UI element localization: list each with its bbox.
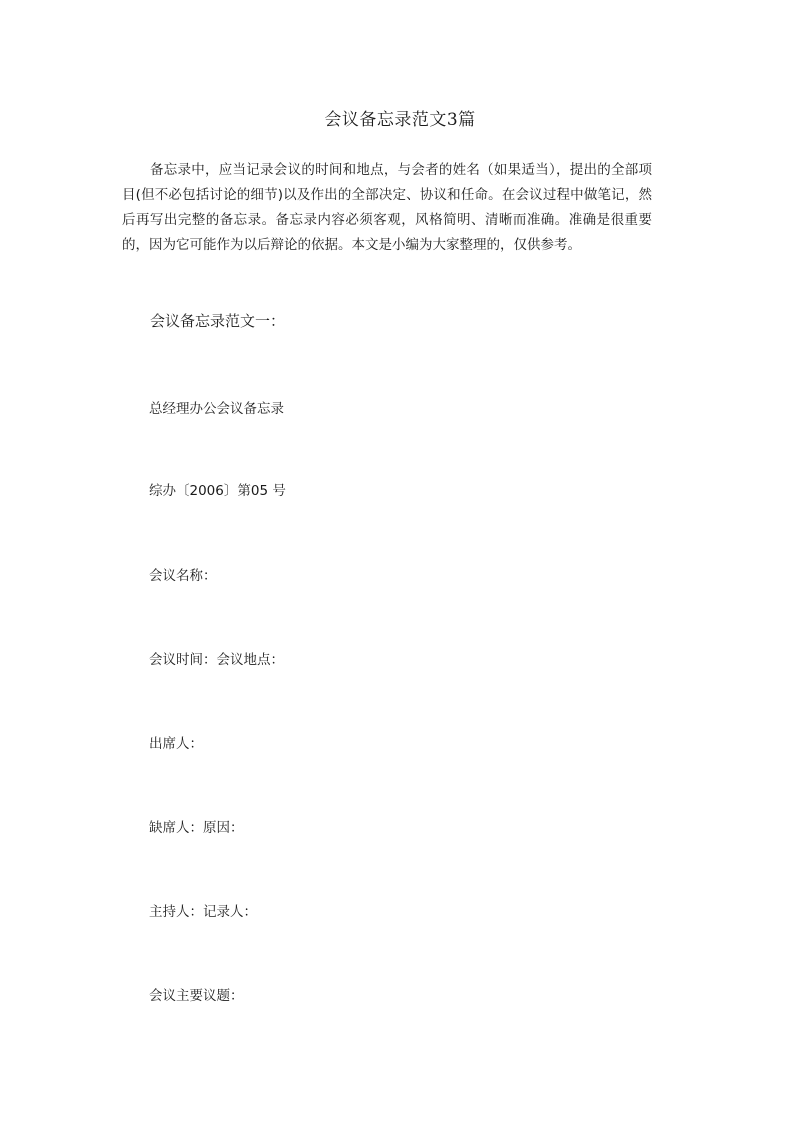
absentees-reason-field: 缺席人：原因： — [149, 820, 244, 836]
document-title: 会议备忘录范文3篇 — [324, 110, 476, 130]
meeting-time-location-field: 会议时间：会议地点： — [149, 652, 284, 668]
main-topics-field: 会议主要议题： — [149, 988, 244, 1004]
section-title: 会议备忘录范文一： — [150, 312, 286, 330]
intro-text: 备忘录中，应当记录会议的时间和地点，与会者的姓名（如果适当），提出的全部项目(但不必包括讨论的细节)以及作出的全部决定、协议和任命。在会议过程中做笔记，然后再写出完整的备忘录。备忘录内容必须客观，风格简明、清晰而准确。准确是很重要的，因为它可能作为以后辩论的依据。本文是小编为大家整理的，仅供参考。 — [122, 162, 652, 253]
memo-document-number: 综办〔2006〕第05 号 — [149, 483, 286, 499]
memo-heading: 总经理办公会议备忘录 — [149, 401, 284, 417]
host-recorder-field: 主持人：记录人： — [149, 904, 257, 920]
attendees-field: 出席人： — [149, 736, 203, 752]
intro-paragraph — [122, 158, 652, 258]
meeting-name-field: 会议名称： — [149, 568, 217, 584]
